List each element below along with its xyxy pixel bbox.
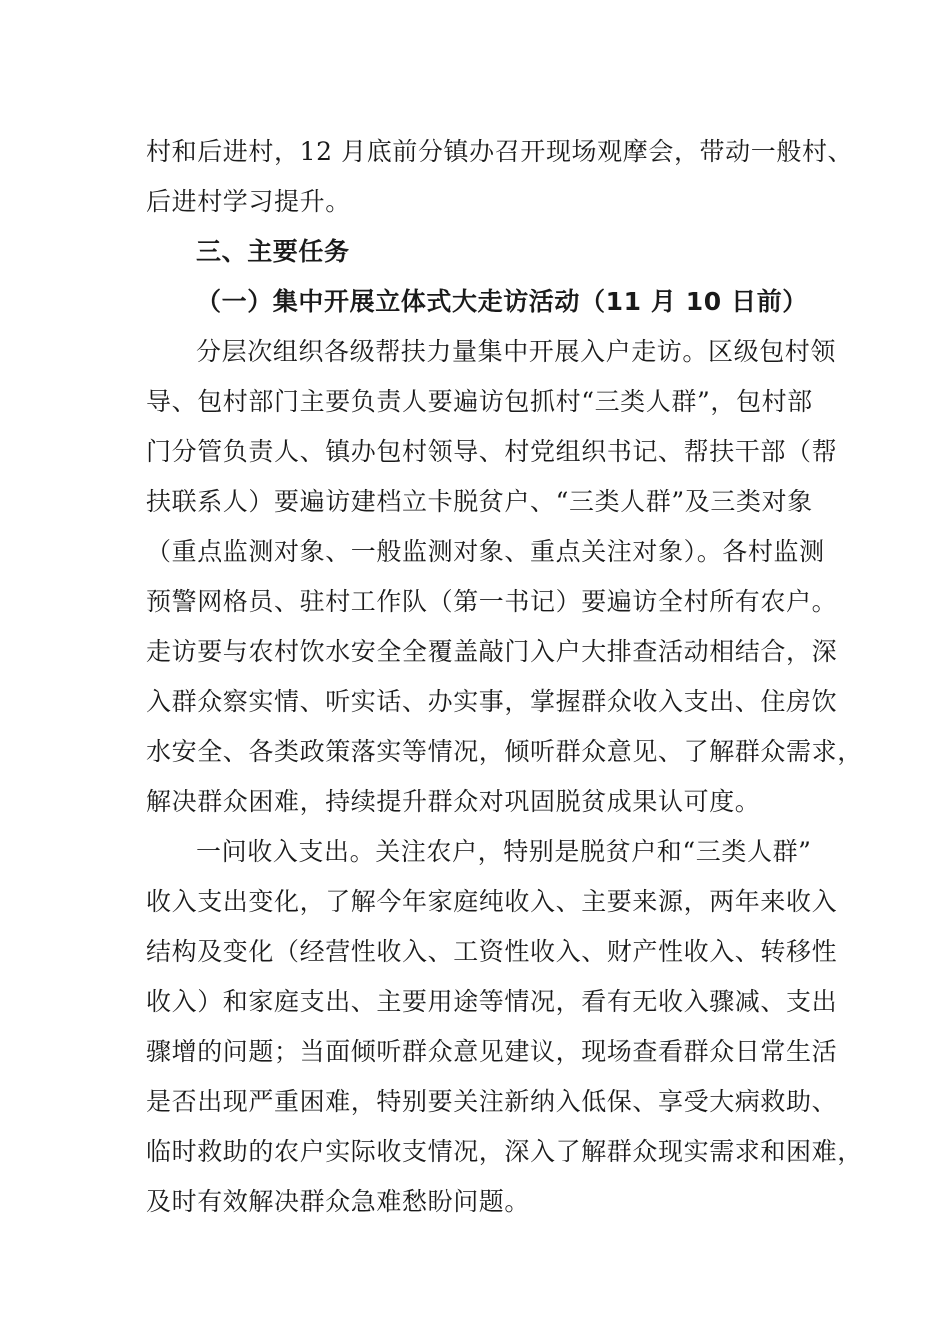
body-text-line: 收入支出变化，了解今年家庭纯收入、主要来源，两年来收入 xyxy=(146,887,838,916)
body-text-line: 是否出现严重困难，特别要关注新纳入低保、享受大病救助、 xyxy=(146,1087,838,1116)
body-text-line: 结构及变化（经营性收入、工资性收入、财产性收入、转移性 xyxy=(146,937,838,966)
body-text-line: 扶联系人）要遍访建档立卡脱贫户、“三类人群”及三类对象 xyxy=(146,487,813,516)
paragraph-continuation-line: 后进村学习提升。 xyxy=(146,187,351,216)
body-text-line: 解决群众困难，持续提升群众对巩固脱贫成果认可度。 xyxy=(146,787,761,816)
body-text-line: 收入）和家庭支出、主要用途等情况，看有无收入骤减、支出 xyxy=(146,987,838,1016)
body-text-line: 及时有效解决群众急难愁盼问题。 xyxy=(146,1187,531,1216)
body-text-line: 临时救助的农户实际收支情况，深入了解群众现实需求和困难， xyxy=(146,1137,863,1166)
body-text-line: 骤增的问题；当面倾听群众意见建议，现场查看群众日常生活 xyxy=(146,1037,838,1066)
subsection-heading: （一）集中开展立体式大走访活动（11 月 10 日前） xyxy=(196,287,808,316)
body-text-line: 分层次组织各级帮扶力量集中开展入户走访。区级包村领 xyxy=(196,337,837,366)
body-text-line: （重点监测对象、一般监测对象、重点关注对象）。各村监测 xyxy=(146,537,825,566)
body-text-line: 水安全、各类政策落实等情况，倾听群众意见、了解群众需求， xyxy=(146,737,863,766)
body-text-line: 入群众察实情、听实话、办实事，掌握群众收入支出、住房饮 xyxy=(146,687,838,716)
body-text-line: 一问收入支出。关注农户，特别是脱贫户和“三类人群” xyxy=(196,837,812,866)
paragraph-continuation-line: 村和后进村，12 月底前分镇办召开现场观摩会，带动一般村、 xyxy=(146,137,854,166)
body-text-line: 走访要与农村饮水安全全覆盖敲门入户大排查活动相结合，深 xyxy=(146,637,838,666)
section-heading: 三、主要任务 xyxy=(196,237,350,266)
body-text-line: 导、包村部门主要负责人要遍访包抓村“三类人群”，包村部 xyxy=(146,387,813,416)
body-text-line: 门分管负责人、镇办包村领导、村党组织书记、帮扶干部（帮 xyxy=(146,437,838,466)
body-text-line: 预警网格员、驻村工作队（第一书记）要遍访全村所有农户。 xyxy=(146,587,838,616)
